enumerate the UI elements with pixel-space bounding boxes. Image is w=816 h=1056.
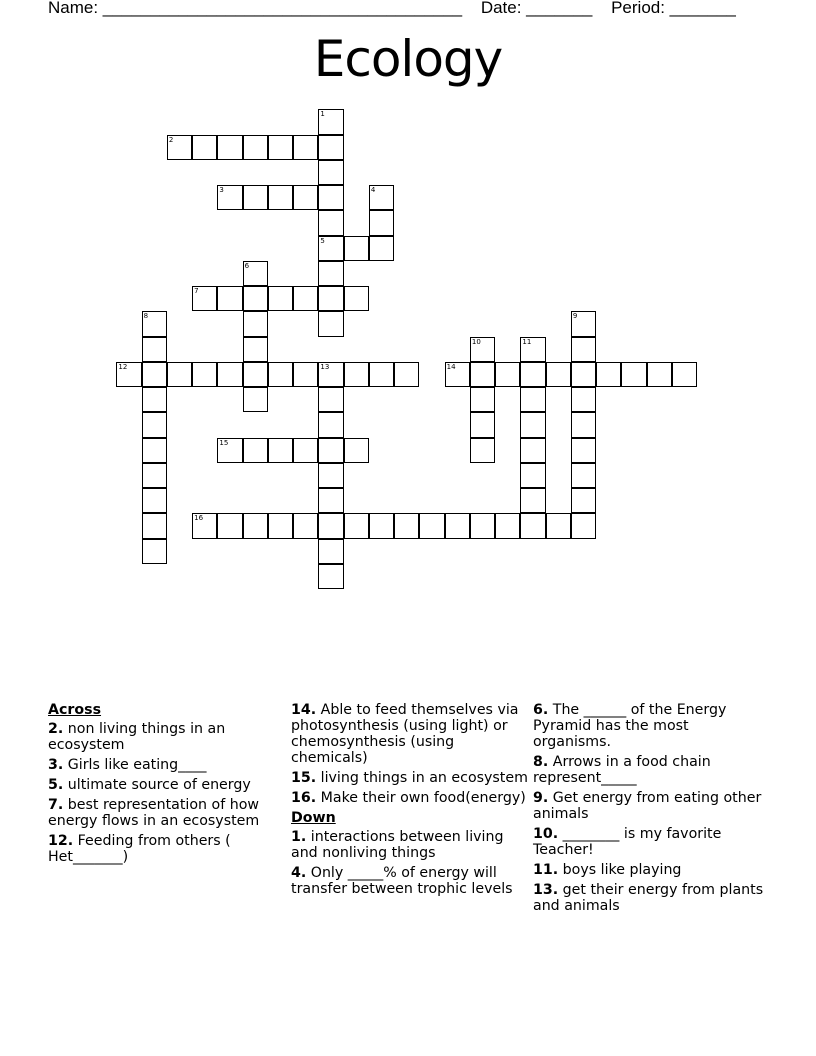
grid-cell[interactable] [495,513,520,538]
clue-across-14: 14. Able to feed themselves via photosynthesis (using light) or chemosynthesis (using chemicals) [291,702,519,766]
grid-cell[interactable] [318,488,343,513]
grid-cell[interactable] [318,412,343,437]
grid-cell[interactable] [571,412,596,437]
clue-across-16: 16. Make their own food(energy) [291,790,526,806]
grid-cell[interactable] [520,362,545,387]
clue-number: 9 [572,312,578,321]
grid-cell[interactable] [369,185,394,210]
grid-cell[interactable] [470,438,495,463]
grid-cell[interactable] [546,513,571,538]
grid-cell[interactable] [293,513,318,538]
clue-across-15: 15. living things in an ecosystem [291,770,528,786]
clue-across-5: 5. ultimate source of energy [48,777,251,793]
grid-cell[interactable] [369,362,394,387]
grid-cell[interactable] [243,185,268,210]
grid-cell[interactable] [596,362,621,387]
grid-cell[interactable] [142,513,167,538]
date-field[interactable]: Date: _______ [480,0,593,17]
grid-cell[interactable] [571,311,596,336]
clues-column-1 [48,702,283,869]
clue-down-8: 8. Arrows in a food chain represent_____ [533,754,711,786]
grid-cell[interactable] [571,488,596,513]
grid-cell[interactable] [520,412,545,437]
grid-cell[interactable] [142,488,167,513]
grid-cell[interactable] [470,412,495,437]
across-heading: Across [48,702,102,718]
clue-down-13: 13. get their energy from plants and animals [533,882,764,914]
grid-cell[interactable] [268,362,293,387]
grid-cell[interactable] [318,387,343,412]
grid-cell[interactable] [268,135,293,160]
student-info-header [48,0,750,18]
clue-number: 11 [522,337,532,346]
clue-down-1: 1. interactions between living and nonliving things [291,829,504,861]
clue-number: 10 [471,337,481,346]
grid-cell[interactable] [520,488,545,513]
grid-cell[interactable] [318,463,343,488]
grid-cell[interactable] [470,387,495,412]
grid-cell[interactable] [243,311,268,336]
grid-cell[interactable] [571,337,596,362]
grid-cell[interactable] [520,337,545,362]
grid-cell[interactable] [268,513,293,538]
grid-cell[interactable] [142,438,167,463]
grid-cell[interactable] [419,513,444,538]
grid-cell[interactable] [520,438,545,463]
grid-cell[interactable] [571,362,596,387]
clue-across-7: 7. best representation of how energy flows in an ecosystem [48,797,260,829]
clue-down-11: 11. boys like playing [533,862,682,878]
grid-cell[interactable] [470,513,495,538]
clue-across-12: 12. Feeding from others ( Het_______) [48,833,231,865]
period-field[interactable]: Period: _______ [611,0,736,17]
grid-cell[interactable] [344,236,369,261]
grid-cell[interactable] [318,564,343,589]
grid-cell[interactable] [243,261,268,286]
grid-cell[interactable] [520,513,545,538]
clue-down-10: 10. ________ is my favorite Teacher! [533,826,722,858]
grid-cell[interactable] [217,135,242,160]
grid-cell[interactable] [369,210,394,235]
clue-number: 3 [219,186,224,195]
clue-number: 16 [194,514,204,523]
clue-number: 8 [143,312,149,321]
grid-cell[interactable] [167,135,192,160]
clue-number: 1 [320,110,325,119]
clues-column-3 [533,702,768,918]
grid-cell[interactable] [293,286,318,311]
grid-cell[interactable] [470,337,495,362]
clue-down-9: 9. Get energy from eating other animals [533,790,762,822]
grid-cell[interactable] [318,286,343,311]
grid-cell[interactable] [445,362,470,387]
grid-cell[interactable] [445,513,470,538]
grid-cell[interactable] [344,513,369,538]
grid-cell[interactable] [142,337,167,362]
grid-cell[interactable] [318,135,343,160]
grid-cell[interactable] [142,463,167,488]
grid-cell[interactable] [318,539,343,564]
clue-number: 13 [320,362,330,371]
grid-cell[interactable] [369,513,394,538]
grid-cell[interactable] [318,185,343,210]
grid-cell[interactable] [192,286,217,311]
grid-cell[interactable] [520,387,545,412]
grid-cell[interactable] [167,362,192,387]
grid-cell[interactable] [142,387,167,412]
grid-cell[interactable] [192,362,217,387]
clue-number: 4 [370,186,376,195]
grid-cell[interactable] [243,513,268,538]
grid-cell[interactable] [217,362,242,387]
grid-cell[interactable] [318,362,343,387]
grid-cell[interactable] [217,513,242,538]
clue-across-3: 3. Girls like eating____ [48,757,207,773]
clue-number: 12 [118,362,128,371]
grid-cell[interactable] [344,438,369,463]
grid-cell[interactable] [571,463,596,488]
grid-cell[interactable] [293,362,318,387]
grid-cell[interactable] [495,362,520,387]
grid-cell[interactable] [672,362,697,387]
grid-cell[interactable] [142,362,167,387]
down-heading: Down [291,810,336,826]
grid-cell[interactable] [318,261,343,286]
grid-cell[interactable] [520,463,545,488]
clue-across-2: 2. non living things in an ecosystem [48,721,226,753]
name-field[interactable]: Name: ______________________________________ [48,0,463,17]
grid-cell[interactable] [192,135,217,160]
grid-cell[interactable] [243,387,268,412]
grid-cell[interactable] [571,438,596,463]
grid-cell[interactable] [621,362,646,387]
grid-cell[interactable] [142,412,167,437]
grid-cell[interactable] [217,185,242,210]
grid-cell[interactable] [268,185,293,210]
grid-cell[interactable] [142,311,167,336]
clue-number: 14 [446,362,456,371]
grid-cell[interactable] [318,160,343,185]
grid-cell[interactable] [318,311,343,336]
grid-cell[interactable] [243,337,268,362]
grid-cell[interactable] [293,185,318,210]
grid-cell[interactable] [571,513,596,538]
grid-cell[interactable] [192,513,217,538]
grid-cell[interactable] [344,286,369,311]
grid-cell[interactable] [243,135,268,160]
clue-down-4: 4. Only _____% of energy will transfer between trophic levels [291,865,513,897]
grid-cell[interactable] [293,135,318,160]
clue-number: 2 [168,135,174,144]
grid-cell[interactable] [394,362,419,387]
grid-cell[interactable] [217,286,242,311]
grid-cell[interactable] [268,438,293,463]
grid-cell[interactable] [318,109,343,134]
clue-number: 6 [244,261,250,270]
grid-cell[interactable] [571,387,596,412]
grid-cell[interactable] [293,438,318,463]
grid-cell[interactable] [142,539,167,564]
grid-cell[interactable] [243,438,268,463]
grid-cell[interactable] [470,362,495,387]
grid-cell[interactable] [116,362,141,387]
clue-number: 5 [320,236,325,245]
page-title: Ecology [313,30,503,88]
grid-cell[interactable] [318,438,343,463]
grid-cell[interactable] [268,286,293,311]
clues-column-2 [291,702,531,901]
grid-cell[interactable] [344,362,369,387]
grid-cell[interactable] [243,362,268,387]
grid-cell[interactable] [647,362,672,387]
grid-cell[interactable] [369,236,394,261]
grid-cell[interactable] [318,513,343,538]
grid-cell[interactable] [546,362,571,387]
clue-down-6: 6. The ______ of the Energy Pyramid has the most organisms. [533,702,727,750]
grid-cell[interactable] [318,236,343,261]
grid-cell[interactable] [243,286,268,311]
grid-cell[interactable] [318,210,343,235]
clue-number: 15 [219,438,229,447]
clue-number: 7 [194,287,199,296]
grid-cell[interactable] [394,513,419,538]
grid-cell[interactable] [217,438,242,463]
